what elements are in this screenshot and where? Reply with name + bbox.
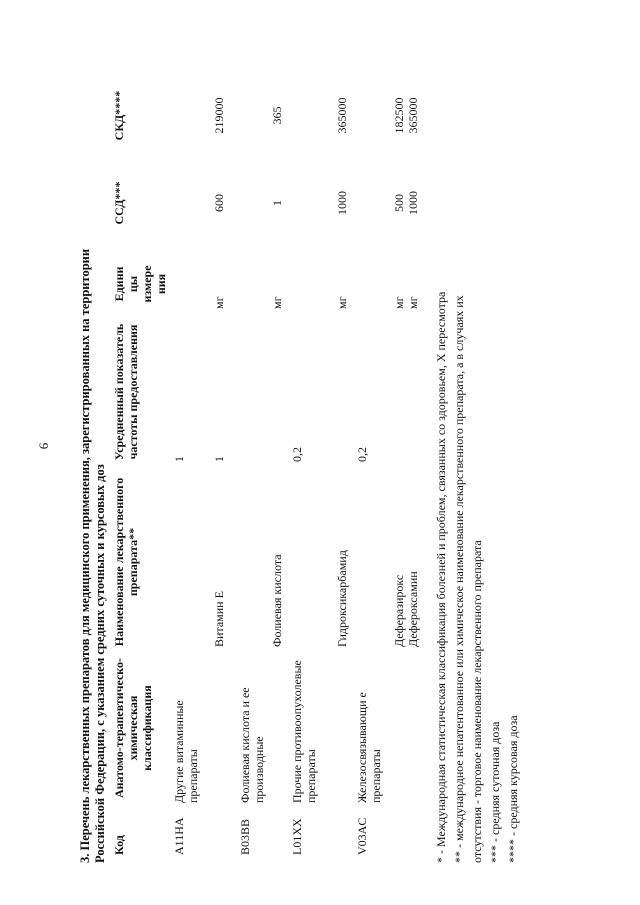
- row-drug-name: Фолиевая кислота: [270, 554, 284, 647]
- row-frequency: 1: [172, 456, 186, 462]
- row-class: Фолиевая кислота и ее производные: [238, 687, 266, 803]
- row-unit-2: мг: [406, 296, 420, 309]
- footnote: ** - международное непатентованное или химическое наименование лекарственного препарата, а в случаях их: [452, 295, 466, 863]
- heading-line-1: 3. Перечень лекарственных препаратов для медицинского применения, зарегистрированных на территории: [78, 248, 92, 863]
- row-ssd-2: 1000: [406, 191, 420, 215]
- footnotes: [432, 23, 522, 863]
- row-code: L01XX: [290, 818, 304, 855]
- header-ssd: ССД***: [112, 181, 126, 225]
- footnote: **** - средняя курсовая доза: [506, 715, 520, 863]
- page-number: 6: [36, 442, 51, 450]
- row-frequency: 0,2: [290, 447, 304, 462]
- row-code: V03AC: [355, 817, 369, 855]
- row-code: B03BB: [238, 818, 252, 855]
- header-units: Едини цы измере ния: [112, 265, 168, 303]
- heading-line-2: Российской Федерации, с указанием средних суточных и курсовых доз: [93, 464, 107, 863]
- row-frequency-2: 1: [212, 456, 226, 462]
- row-drug-name: Витамин E: [212, 591, 226, 647]
- footnote: отсутствия - торговое наименование лекарственного препарата: [470, 540, 484, 863]
- row-drug-name: Деферазирокс: [392, 574, 406, 647]
- row-unit: мг: [270, 296, 284, 309]
- row-class: Прочие противоопухолевые препараты: [290, 660, 318, 803]
- row-class: Другие витаминные препараты: [172, 700, 200, 803]
- header-atc-class: Анатомо-терапевтическо-химическая классификация: [112, 657, 154, 799]
- row-skd: 365: [270, 106, 284, 125]
- row-ssd: 1: [270, 200, 284, 206]
- row-code: A11HA: [172, 817, 186, 855]
- header-frequency: Усредненный показатель частоты предоставления: [112, 323, 140, 461]
- section-heading: [78, 43, 108, 863]
- row-skd: 219000: [212, 97, 226, 134]
- row-class: Железосвязывающи е препараты: [355, 692, 383, 803]
- row-drug-name: Гидроксикарбамид: [335, 550, 349, 647]
- row-skd: 365000: [335, 97, 349, 134]
- row-skd: 182500: [392, 97, 406, 134]
- header-code: Код: [112, 835, 126, 855]
- row-unit: мг: [392, 296, 406, 309]
- row-unit: мг: [335, 296, 349, 309]
- row-frequency: 0,2: [355, 447, 369, 462]
- row-ssd: 1000: [335, 191, 349, 215]
- row-unit: мг: [212, 296, 226, 309]
- header-drug-name: Наименование лекарственного препарата**: [112, 477, 140, 647]
- row-skd-2: 365000: [406, 97, 420, 134]
- row-ssd: 500: [392, 194, 406, 212]
- footnote: * - Международная статистическая классификация болезней и проблем, связанных со здоровьем, X пересмотра: [434, 291, 448, 863]
- row-drug-name-2: Дефероксамин: [406, 571, 420, 647]
- header-skd: СКД****: [112, 90, 126, 141]
- row-ssd: 600: [212, 194, 226, 212]
- footnote: *** - средняя суточная доза: [488, 721, 502, 863]
